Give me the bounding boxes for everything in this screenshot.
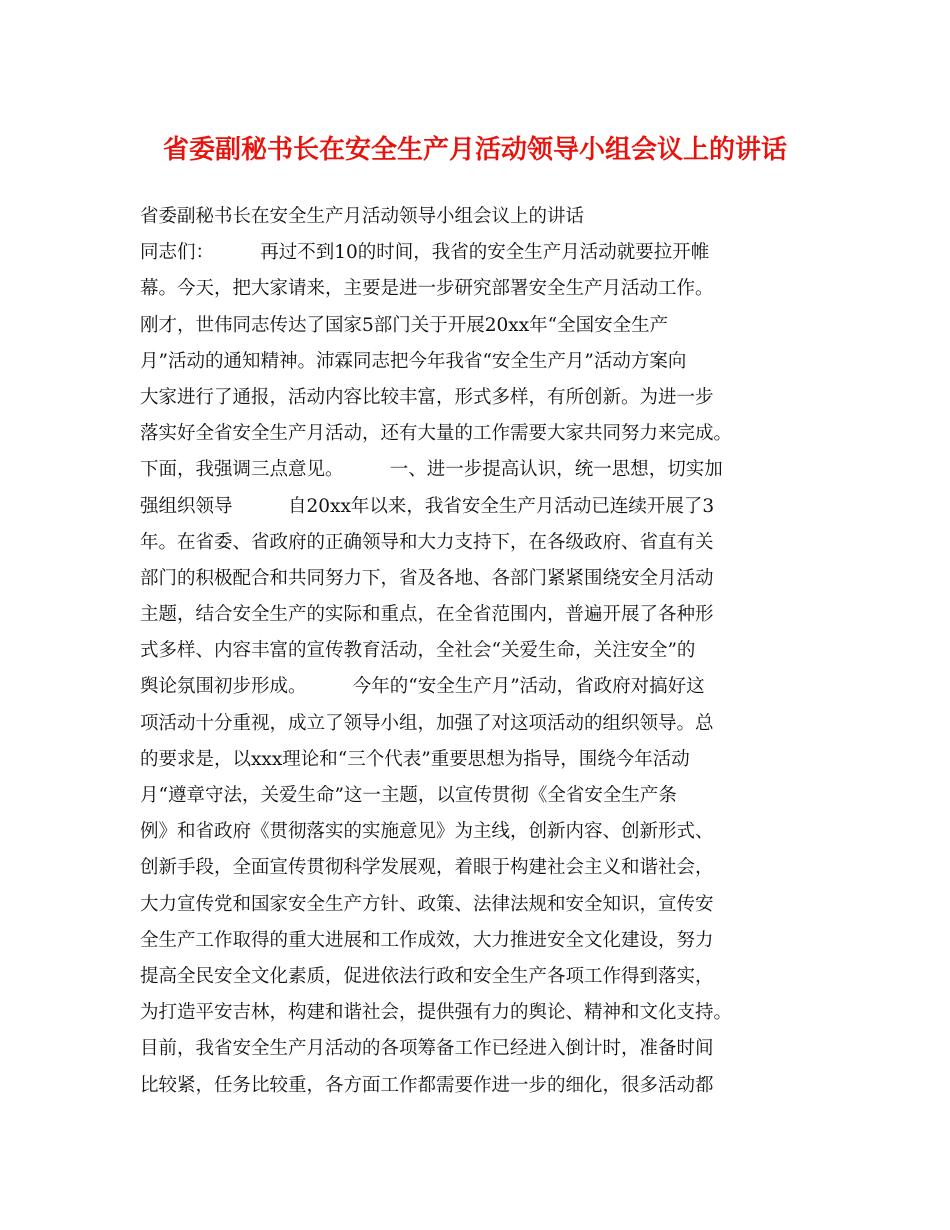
document-title: 省委副秘书长在安全生产月活动领导小组会议上的讲话 bbox=[162, 135, 787, 165]
body-line: 下面，我强调三点意见。 一、进一步提高认识，统一思想，切实加 bbox=[140, 459, 723, 481]
document-body bbox=[140, 199, 830, 1104]
body-line: 比较紧，任务比较重，各方面工作都需要作进一步的细化，很多活动都 bbox=[140, 1074, 714, 1096]
body-line: 年。在省委、省政府的正确领导和大力支持下，在各级政府、省直有关 bbox=[140, 531, 714, 553]
body-line: 创新手段，全面宣传贯彻科学发展观，着眼于构建社会主义和谐社会， bbox=[140, 857, 714, 879]
body-line: 为打造平安吉林，构建和谐社会，提供强有力的舆论、精神和文化支持。 bbox=[140, 1002, 733, 1024]
body-line: 强组织领导 自20xx年以来，我省安全生产月活动已连续开展了3 bbox=[140, 495, 715, 517]
body-line: 主题，结合安全生产的实际和重点，在全省范围内，普遍开展了各种形 bbox=[140, 604, 714, 626]
body-line: 大家进行了通报，活动内容比较丰富，形式多样，有所创新。为进一步 bbox=[140, 386, 714, 408]
body-line: 提高全民安全文化素质，促进依法行政和安全生产各项工作得到落实， bbox=[140, 965, 714, 987]
body-line: 月“遵章守法，关爱生命”这一主题，以宣传贯彻《全省安全生产条 bbox=[140, 785, 677, 806]
body-line: 部门的积极配合和共同努力下，省及各地、各部门紧紧围绕安全月活动 bbox=[140, 567, 714, 589]
body-line: 刚才，世伟同志传达了国家5部门关于开展20xx年“全国安全生产 bbox=[140, 314, 669, 336]
body-line: 大力宣传党和国家安全生产方针、政策、法律法规和安全知识，宣传安 bbox=[140, 893, 714, 915]
body-line: 省委副秘书长在安全生产月活动领导小组会议上的讲话 bbox=[140, 206, 585, 227]
body-line: 同志们： 再过不到10的时间，我省的安全生产月活动就要拉开帷 bbox=[140, 242, 710, 264]
body-line: 幕。今天，把大家请来，主要是进一步研究部署安全生产月活动工作。 bbox=[140, 278, 714, 300]
body-line: 例》和省政府《贯彻落实的实施意见》为主线，创新内容、创新形式、 bbox=[140, 821, 714, 843]
body-line: 的要求是，以xxx理论和“三个代表”重要思想为指导，围绕今年活动 bbox=[140, 748, 690, 770]
body-line: 式多样、内容丰富的宣传教育活动，全社会“关爱生命，关注安全”的 bbox=[140, 640, 696, 662]
body-line: 项活动十分重视，成立了领导小组，加强了对这项活动的组织领导。总 bbox=[140, 712, 714, 734]
body-line: 全生产工作取得的重大进展和工作成效，大力推进安全文化建设，努力 bbox=[140, 929, 714, 951]
body-line: 目前，我省安全生产月活动的各项筹备工作已经进入倒计时，准备时间 bbox=[140, 1038, 714, 1060]
body-line: 月”活动的通知精神。沛霖同志把今年我省“安全生产月”活动方案向 bbox=[140, 350, 687, 372]
body-line: 落实好全省安全生产月活动，还有大量的工作需要大家共同努力来完成。 bbox=[140, 423, 733, 445]
body-line: 舆论氛围初步形成。 今年的“安全生产月”活动，省政府对搞好这 bbox=[140, 676, 705, 698]
